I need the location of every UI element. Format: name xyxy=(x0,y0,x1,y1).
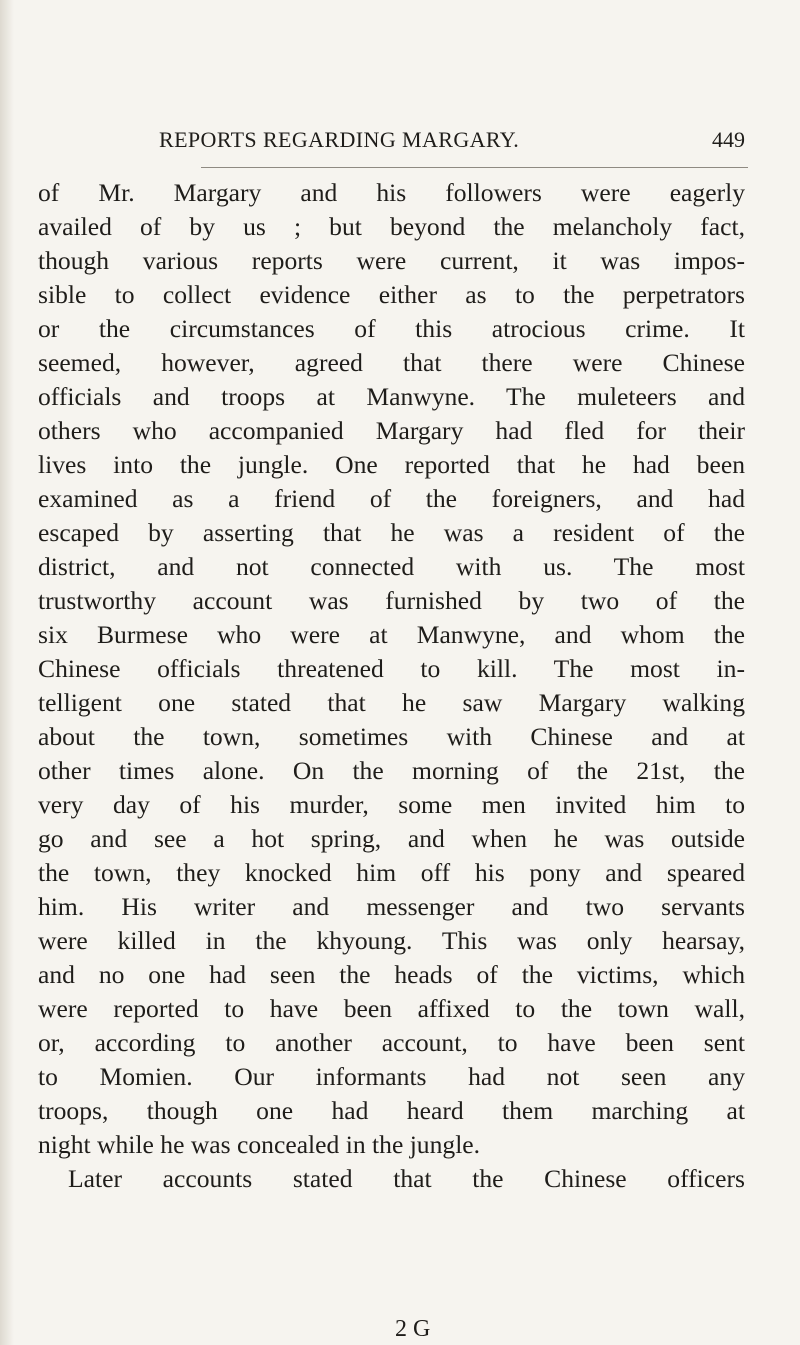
text-line-4: sible to collect evidence either as to the perpetrators xyxy=(38,280,745,309)
text-line-29: night while he was concealed in the jungle. xyxy=(38,1130,481,1159)
text-line-11: escaped by asserting that he was a resident of the xyxy=(38,518,745,547)
text-line-6: seemed, however, agreed that there were Chinese xyxy=(38,348,745,377)
text-line-5: or the circumstances of this atrocious crime. It xyxy=(38,314,745,343)
text-line-23: were killed in the khyoung. This was only hearsay, xyxy=(38,926,745,955)
text-line-1: of Mr. Margary and his followers were eagerly xyxy=(38,178,745,207)
text-line-25: were reported to have been affixed to the town wall, xyxy=(38,994,745,1023)
text-line-7: officials and troops at Manwyne. The muleteers and xyxy=(38,382,745,411)
text-line-12: district, and not connected with us. The most xyxy=(38,552,745,581)
text-line-21: the town, they knocked him off his pony and speared xyxy=(38,858,745,887)
text-line-26: or, according to another account, to have been sent xyxy=(38,1028,745,1057)
text-line-24: and no one had seen the heads of the victims, which xyxy=(38,960,745,989)
text-line-3: though various reports were current, it was impos- xyxy=(38,246,745,275)
page-binding-shadow xyxy=(0,0,14,1345)
text-line-19: very day of his murder, some men invited him to xyxy=(38,790,745,819)
text-line-17: about the town, sometimes with Chinese and at xyxy=(38,722,745,751)
text-line-20: go and see a hot spring, and when he was outside xyxy=(38,824,745,853)
text-line-15: Chinese officials threatened to kill. The most in- xyxy=(38,654,745,683)
text-line-18: other times alone. On the morning of the 21st, the xyxy=(38,756,745,785)
text-line-10: examined as a friend of the foreigners, and had xyxy=(38,484,745,513)
text-line-30: Later accounts stated that the Chinese officers xyxy=(68,1164,745,1193)
header-rule xyxy=(201,167,748,168)
text-line-27: to Momien. Our informants had not seen any xyxy=(38,1062,745,1091)
signature-mark: 2 G xyxy=(395,1316,431,1342)
text-line-16: telligent one stated that he saw Margary walking xyxy=(38,688,745,717)
body-text xyxy=(38,176,745,1196)
text-line-22: him. His writer and messenger and two servants xyxy=(38,892,745,921)
text-line-28: troops, though one had heard them marching at xyxy=(38,1096,745,1125)
page-header xyxy=(38,126,745,160)
text-line-14: six Burmese who were at Manwyne, and whom the xyxy=(38,620,745,649)
text-line-8: others who accompanied Margary had fled for their xyxy=(38,416,745,445)
page-number: 449 xyxy=(712,127,745,152)
text-line-2: availed of by us ; but beyond the melancholy fact, xyxy=(38,212,745,241)
running-head: REPORTS REGARDING MARGARY. xyxy=(159,127,520,152)
text-line-13: trustworthy account was furnished by two of the xyxy=(38,586,745,615)
text-line-9: lives into the jungle. One reported that he had been xyxy=(38,450,745,479)
